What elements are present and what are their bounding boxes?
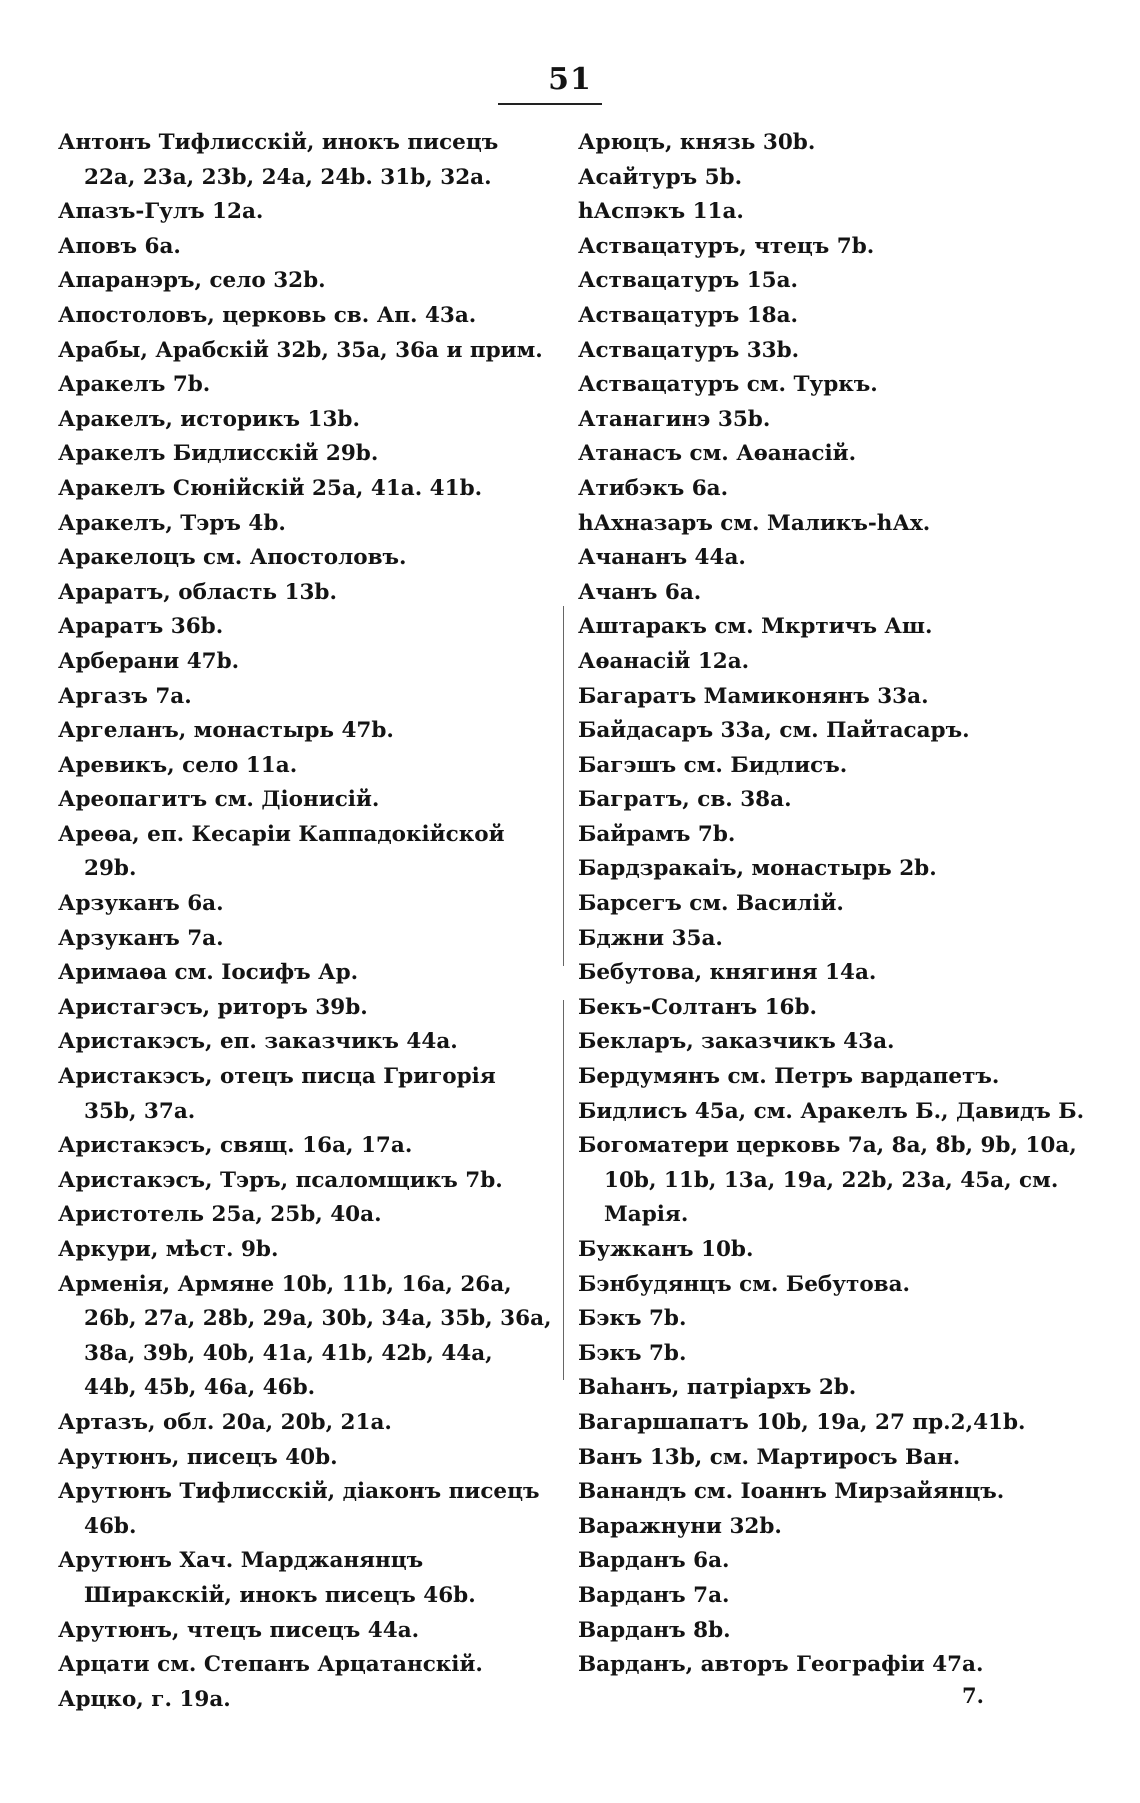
page-number: 51 [548, 62, 592, 97]
index-entry: Арутюнъ, чтецъ писецъ 44а. [58, 1617, 420, 1643]
index-entry: Байрамъ 7b. [578, 821, 736, 847]
index-entry: Апаранэръ, село 32b. [58, 268, 326, 294]
index-entry: Аргеланъ, монастырь 47b. [58, 718, 394, 744]
index-entry: Аствацатуръ, чтецъ 7b. [578, 233, 875, 259]
index-entry: Аствацатуръ 15а. [578, 268, 799, 294]
index-entry: Аримаѳа см. Іосифъ Ар. [58, 960, 359, 986]
index-entry: Аргазъ 7а. [58, 683, 192, 709]
index-entry: Багэшъ см. Бидлисъ. [578, 752, 848, 778]
index-entry: Арабы, Арабскій 32b, 35а, 36а и прим. [58, 337, 543, 363]
index-entry: Бидлисъ 45а, см. Аракелъ Б., Давидъ Б. [578, 1098, 1085, 1124]
index-entry: Аракелоцъ см. Апостоловъ. [58, 545, 407, 571]
index-entry: Асайтуръ 5b. [578, 164, 743, 190]
index-entry: Аѳанасій 12а. [578, 648, 750, 674]
index-entry: Аристагэсъ, риторъ 39b. [58, 994, 368, 1020]
index-entry: Арутюнъ Тифлисскій, діаконъ писецъ 46b. [58, 1479, 540, 1539]
index-entry: Арутюнъ, писецъ 40b. [58, 1444, 338, 1470]
index-entry: Арцати см. Степанъ Арцатанскій. [58, 1652, 483, 1678]
index-column-right [578, 126, 1085, 1683]
index-entry: Аристакэсъ, отецъ писца Григорія 35b, 37а. [58, 1064, 496, 1124]
index-entry: Бэкъ 7b. [578, 1340, 687, 1366]
index-entry: Аракелъ Сюнійскій 25а, 41а. 41b. [58, 475, 483, 501]
index-entry: Бердумянъ см. Петръ вардапетъ. [578, 1064, 1000, 1090]
index-entry: Артазъ, обл. 20а, 20b, 21а. [58, 1409, 392, 1435]
index-entry: Бебутова, княгиня 14а. [578, 960, 877, 986]
index-entry: Бэнбудянцъ см. Бебутова. [578, 1271, 911, 1297]
index-entry: Аристакэсъ, свящ. 16а, 17а. [58, 1133, 413, 1159]
index-entry: Барсегъ см. Василій. [578, 891, 844, 917]
column-divider [563, 1000, 564, 1380]
index-entry: Арутюнъ Хач. Марджанянцъ Ширакскій, инокъ писецъ 46b. [58, 1548, 476, 1608]
index-entry: Аствацатуръ см. Туркъ. [578, 372, 878, 398]
index-entry: Варданъ, авторъ Географіи 47а. [578, 1652, 984, 1678]
index-entry: Ванъ 13b, см. Мартиросъ Ван. [578, 1444, 961, 1470]
index-entry: Араратъ, область 13b. [58, 579, 337, 605]
index-entry: Варажнуни 32b. [578, 1513, 782, 1539]
index-entry: Аристакэсъ, Тэръ, псаломщикъ 7b. [58, 1167, 503, 1193]
index-entry: Арзуканъ 7а. [58, 925, 224, 951]
index-entry: Аракелъ, Тэръ 4b. [58, 510, 286, 536]
index-entry: hАхназаръ см. Маликъ-hАх. [578, 510, 931, 536]
index-entry: Бэкъ 7b. [578, 1306, 687, 1332]
index-entry: Варданъ 6а. [578, 1548, 730, 1574]
index-entry: hАспэкъ 11а. [578, 199, 744, 225]
index-entry: Атанасъ см. Аѳанасій. [578, 441, 857, 467]
index-entry: Арберани 47b. [58, 648, 240, 674]
index-entry: Бекъ-Солтанъ 16b. [578, 994, 818, 1020]
index-entry: Аркури, мѣст. 9b. [58, 1237, 279, 1262]
index-entry: Аствацатуръ 33b. [578, 337, 800, 363]
index-entry: Араратъ 36b. [58, 614, 224, 640]
index-entry: Варданъ 7а. [578, 1582, 730, 1608]
index-entry: Аствацатуръ 18а. [578, 302, 799, 328]
index-entry: Апостоловъ, церковь св. Ап. 43а. [58, 302, 477, 328]
index-entry: Бардзракаіъ, монастырь 2b. [578, 856, 937, 882]
index-entry: Вагаршапатъ 10b, 19а, 27 пр.2,41b. [578, 1409, 1026, 1435]
index-entry: Аристотель 25а, 25b, 40а. [58, 1202, 382, 1228]
index-entry: Аревикъ, село 11а. [58, 752, 298, 778]
index-entry: Аракелъ 7b. [58, 372, 211, 398]
index-entry: Атибэкъ 6а. [578, 475, 729, 501]
index-entry: Ачананъ 44а. [578, 545, 746, 571]
index-entry: Аристакэсъ, еп. заказчикъ 44а. [58, 1029, 458, 1055]
index-entry: Ванандъ см. Іоаннъ Мирзайянцъ. [578, 1479, 1005, 1505]
index-entry: Байдасаръ 33а, см. Пайтасаръ. [578, 718, 970, 744]
column-divider [563, 606, 564, 966]
index-entry: Бужканъ 10b. [578, 1237, 754, 1262]
index-entry: Ареѳа, еп. Кесаріи Каппадокійской 29b. [58, 821, 505, 882]
index-entry: Богоматери церковь 7а, 8а, 8b, 9b, 10а, 10b, 11b, 13а, 19а, 22b, 23а, 45а, см. Марія. [578, 1133, 1077, 1228]
index-entry: Арцко, г. 19а. [58, 1686, 231, 1712]
header-rule [498, 103, 602, 105]
index-entry: Ареопагитъ см. Діонисій. [58, 787, 380, 813]
index-entry: Аштаракъ см. Мкртичъ Аш. [578, 614, 933, 640]
index-entry: Багаратъ Мамиконянъ 33а. [578, 683, 929, 709]
catchword: 7. [962, 1683, 984, 1708]
index-entry: Арменія, Армяне 10b, 11b, 16а, 26а, 26b, 27а, 28b, 29а, 30b, 34а, 35b, 36а, 38а, 39b, 40b, 41а, 41b, 42b, 44а, 44b, 45b, 46а, 46b. [58, 1271, 552, 1401]
index-entry: Арюцъ, князь 30b. [578, 130, 816, 155]
index-entry: Багратъ, св. 38а. [578, 787, 792, 813]
index-entry: Варданъ 8b. [578, 1617, 731, 1643]
index-entry: Атанагинэ 35b. [578, 406, 771, 432]
index-entry: Антонъ Тифлисскій, инокъ писецъ 22а, 23а, 23b, 24а, 24b. 31b, 32а. [58, 130, 499, 190]
index-entry: Арзуканъ 6а. [58, 891, 224, 917]
index-column-left [58, 126, 552, 1717]
index-entry: Аракелъ, историкъ 13b. [58, 406, 360, 432]
index-entry: Аповъ 6а. [58, 233, 181, 259]
index-entry: Апазъ-Гулъ 12а. [58, 199, 264, 225]
index-entry: Аракелъ Бидлисскій 29b. [58, 441, 379, 467]
index-entry: Ачанъ 6а. [578, 579, 702, 605]
index-entry: Ваһанъ, патріархъ 2b. [578, 1375, 857, 1401]
index-entry: Бджни 35а. [578, 925, 723, 951]
index-entry: Бекларъ, заказчикъ 43а. [578, 1029, 895, 1055]
